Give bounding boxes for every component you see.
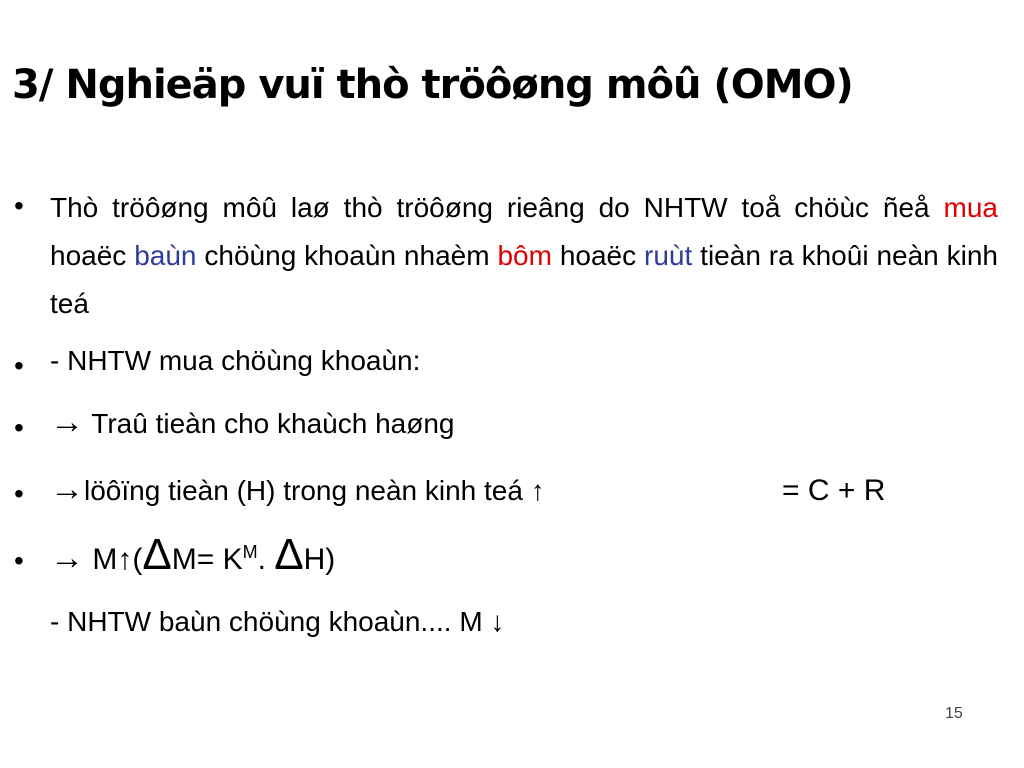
formula-text: . bbox=[257, 543, 275, 576]
delta-symbol: Δ bbox=[274, 530, 304, 579]
bullet-marker: • bbox=[14, 478, 24, 509]
right-arrow-icon: → bbox=[50, 470, 84, 508]
bullet-luong-tien bbox=[50, 470, 545, 509]
bullet-money-formula bbox=[50, 530, 335, 580]
bullet-marker: • bbox=[14, 545, 24, 576]
formula-h: = C + R bbox=[782, 474, 886, 507]
right-arrow-icon: → bbox=[50, 403, 84, 441]
bullet-marker: • bbox=[14, 350, 24, 381]
bullet-marker: • bbox=[14, 412, 24, 443]
superscript-m: M bbox=[242, 542, 258, 562]
paragraph-text: chöùng khoaùn nhaèm bbox=[196, 240, 498, 271]
delta-symbol: Δ bbox=[142, 530, 172, 579]
bullet-marker: • bbox=[14, 190, 24, 221]
slide-title: 3/ Nghieäp vuï thò tröôøng môû (OMO) bbox=[12, 62, 853, 108]
definition-paragraph bbox=[50, 184, 998, 328]
bullet-nhtw-mua: - NHTW mua chöùng khoaùn: bbox=[50, 345, 421, 376]
bullet-tra-tien bbox=[50, 403, 454, 442]
bullet-text: Traû tieàn cho khaùch haøng bbox=[91, 408, 455, 439]
bullet-text: löôïng tieàn (H) trong neàn kinh teá ↑ bbox=[84, 475, 545, 506]
paragraph-text: tieàn ra khoûi neàn kinh teá bbox=[50, 240, 999, 319]
paragraph-text: hoaëc bbox=[50, 240, 135, 271]
word-bom: bôm bbox=[497, 240, 552, 271]
paragraph-text: Thò tröôøng môû laø thò tröôøng rieâng do NHTW toå chöùc ñeå bbox=[50, 192, 944, 223]
formula-text: M↑( bbox=[92, 543, 143, 576]
word-rut: ruùt bbox=[644, 240, 693, 271]
formula-text: M= K bbox=[171, 543, 243, 576]
word-ban: baùn bbox=[134, 240, 197, 271]
word-mua: mua bbox=[943, 192, 998, 223]
paragraph-text: hoaëc bbox=[551, 240, 645, 271]
right-arrow-icon: → bbox=[50, 539, 84, 577]
page-number: 15 bbox=[945, 705, 963, 722]
nhtw-ban-line: - NHTW baùn chöùng khoaùn.... M ↓ bbox=[50, 606, 505, 637]
formula-text: H) bbox=[303, 543, 336, 576]
